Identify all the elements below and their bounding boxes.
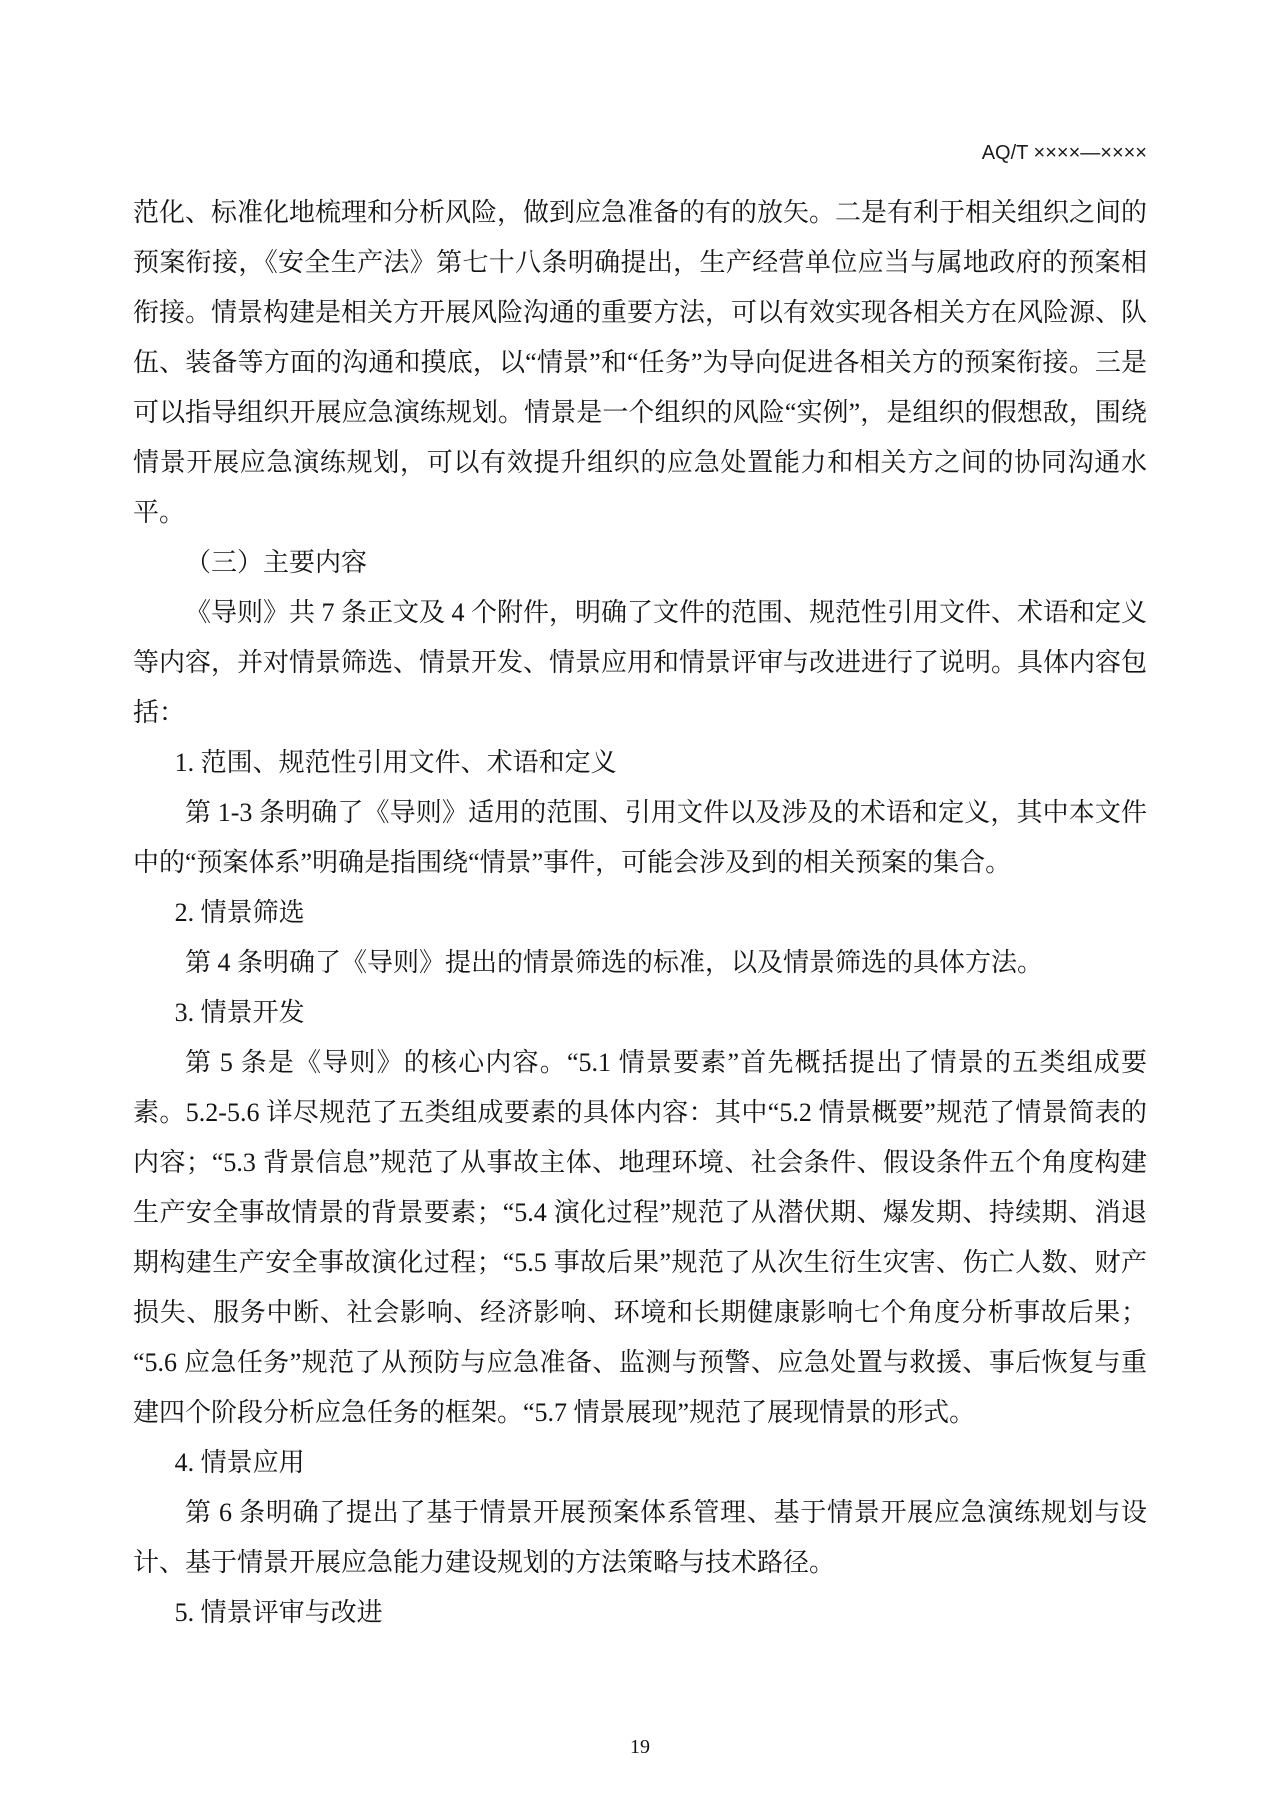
section-heading: （三）主要内容 [185,548,368,577]
list-item: 4. 情景应用 [174,1448,305,1477]
body-paragraph: 第 4 条明确了《导则》提出的情景筛选的标准，以及情景筛选的具体方法。 [185,948,1044,977]
doc-code: AQ/T ××××—×××× [981,142,1147,164]
list-item: 1. 范围、规范性引用文件、术语和定义 [174,748,617,777]
continuation-paragraph: 范化、标准化地梳理和分析风险，做到应急准备的有的放矢。二是有利于相关组织之间的预案衔接，《安全生产法》第七十八条明确提出，生产经营单位应当与属地政府的预案相衔接。情景构建是相关方开展风险沟通的重要方法，可以有效实现各相关方在风险源、队伍、装备等方面的沟通和摸底，以“情景”和“任务”为导向促进各相关方的预案衔接。三是可以指导组织开展应急演练规划。情景是一个组织的风险“实例”，是组织的假想敌，围绕情景开展应急演练规划，可以有效提升组织的应急处置能力和相关方之间的协同沟通水平。 [133,198,1148,527]
page-number: 19 [630,1736,650,1758]
list-item: 3. 情景开发 [174,998,305,1027]
body-paragraph: 《导则》共 7 条正文及 4 个附件，明确了文件的范围、规范性引用文件、术语和定义等内容，并对情景筛选、情景开发、情景应用和情景评审与改进进行了说明。具体内容包括： [133,598,1148,727]
body-paragraph: 第 6 条明确了提出了基于情景开展预案体系管理、基于情景开展应急演练规划与设计、基于情景开展应急能力建设规划的方法策略与技术路径。 [133,1498,1147,1577]
page-header [133,141,1147,165]
body-paragraph: 第 5 条是《导则》的核心内容。“5.1 情景要素”首先概括提出了情景的五类组成要素。5.2-5.6 详尽规范了五类组成要素的具体内容：其中“5.2 情景概要”规范了情景简表的内容；“5.3 背景信息”规范了从事故主体、地理环境、社会条件、假设条件五个角度构建生产安全事故情景的背景要素；“5.4 演化过程”规范了从潜伏期、爆发期、持续期、消退期构建生产安全事故演化过程；“5.5 事故后果”规范了从次生衍生灾害、伤亡人数、财产损失、服务中断、社会影响、经济影响、环境和长期健康影响七个角度分析事故后果；“5.6 应急任务”规范了从预防与应急准备、监测与预警、应急处置与救援、事后恢复与重建四个阶段分析应急任务的框架。“5.7 情景展现”规范了展现情景的形式。 [133,1048,1147,1427]
document-body [133,188,1147,1638]
list-item: 2. 情景筛选 [174,898,305,927]
body-paragraph: 第 1-3 条明确了《导则》适用的范围、引用文件以及涉及的术语和定义，其中本文件中的“预案体系”明确是指围绕“情景”事件，可能会涉及到的相关预案的集合。 [133,798,1147,877]
list-item: 5. 情景评审与改进 [174,1598,383,1627]
page-footer [133,1734,1147,1760]
